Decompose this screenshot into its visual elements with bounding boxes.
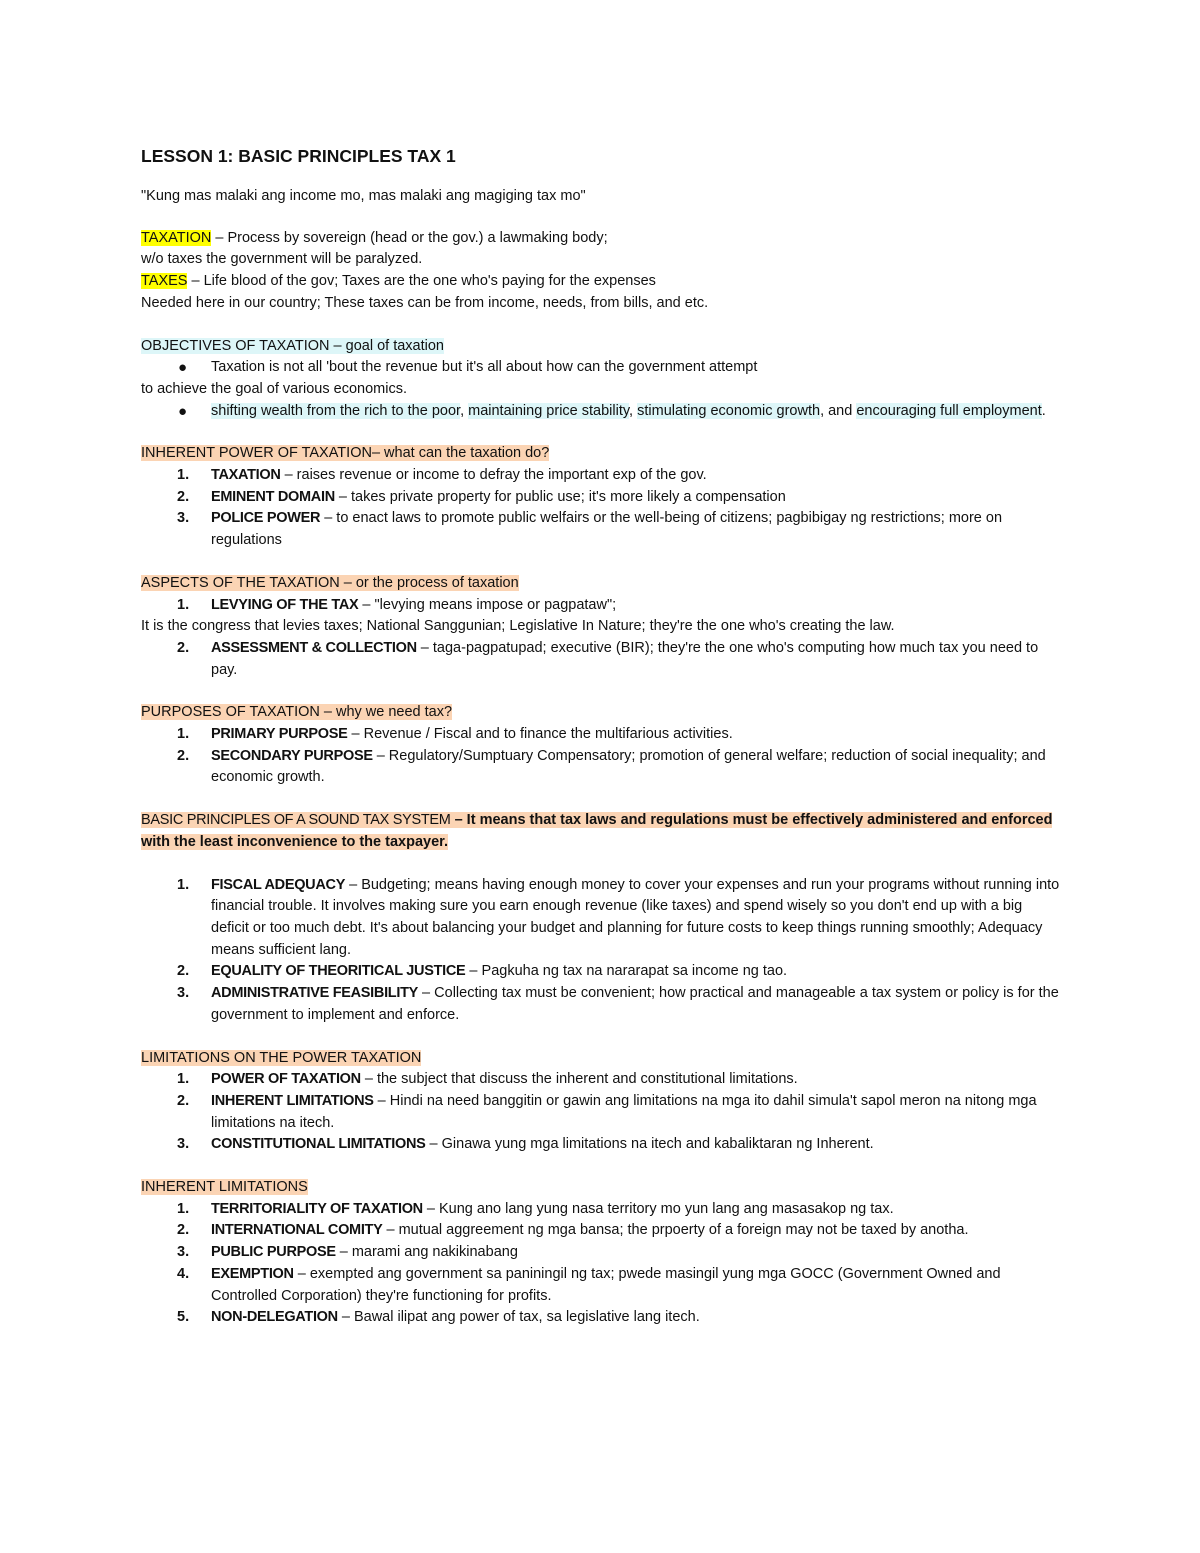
taxes-def-text: – Life blood of the gov; Taxes are the one who's paying for the expenses [187, 273, 656, 290]
list-item [141, 724, 1061, 746]
item-text: – the subject that discuss the inherent and constitutional limitations. [360, 1071, 798, 1088]
item-number: 2. [177, 1222, 190, 1239]
separator: , [629, 402, 638, 419]
limitations-heading [141, 1048, 1061, 1070]
item-text: – Regulatory/Sumptuary Compensatory; promotion of general welfare; reduction of social inequality; and economic growth. [211, 747, 1046, 786]
principles-heading-term: BASIC PRINCIPLES OF A SOUND TAX SYSTEM [141, 812, 451, 829]
list-item [141, 1199, 1061, 1221]
limitations-list [141, 1069, 1061, 1156]
principles-list [141, 875, 1061, 1027]
item-term: POWER OF TAXATION [211, 1071, 361, 1088]
item-term: EQUALITY OF THEORITICAL JUSTICE [211, 963, 466, 980]
item-text: – taga-pagpatupad; executive (BIR); they're the one who's computing how much tax you need to pay. [211, 639, 1039, 678]
purposes-heading [141, 702, 1061, 724]
list-item [141, 1220, 1061, 1242]
aspects-continuation: It is the congress that levies taxes; National Sanggunian; Legislative In Nature; they're the one who's creating the law. [141, 618, 895, 635]
item-text: – to enact laws to promote public welfairs or the well-being of citizens; pagbibigay ng restrictions; more on regulations [211, 510, 1003, 549]
list-item [141, 401, 1061, 423]
item-term: PUBLIC PURPOSE [211, 1244, 336, 1261]
item-number: 1. [177, 1071, 190, 1088]
inherent-limitations-heading-text: INHERENT LIMITATIONS [141, 1179, 308, 1196]
taxation-def-text: – Process by sovereign (head or the gov.) a lawmaking body; [211, 229, 608, 246]
objective-phrase: stimulating economic growth [637, 402, 821, 419]
item-text: – Collecting tax must be convenient; how practical and manageable a tax system or policy is for the government to implement and enforce. [211, 985, 1059, 1023]
item-term: ADMINISTRATIVE FEASIBILITY [211, 985, 419, 1002]
item-text: – exempted ang government sa paniningil ng tax; pwede masingil yung mga GOCC (Government Owned and Controlled Corporation) they're functioning for profits. [211, 1265, 1001, 1304]
objectives-heading-text: OBJECTIVES OF TAXATION – goal of taxation [141, 337, 444, 354]
item-text: – raises revenue or income to defray the important exp of the gov. [280, 467, 707, 484]
list-item [141, 1242, 1061, 1264]
item-text: – Revenue / Fiscal and to finance the multifarious activities. [347, 726, 733, 743]
item-number: 3. [177, 985, 190, 1002]
item-term: LEVYING OF THE TAX [211, 596, 359, 613]
item-text: – "levying means impose or pagpataw"; [358, 596, 617, 613]
item-text: – Ginawa yung mga limitations na itech and kabaliktaran ng Inherent. [425, 1136, 874, 1153]
item-term: CONSTITUTIONAL LIMITATIONS [211, 1136, 426, 1153]
item-number: 5. [177, 1309, 190, 1326]
principles-heading-text: – It means that tax laws and regulations must be effectively administered and enforced with the least inconvenience to the taxpayer. [141, 812, 1053, 850]
item-term: INTERNATIONAL COMITY [211, 1222, 383, 1239]
item-term: ASSESSMENT & COLLECTION [211, 639, 417, 656]
taxes-definition [141, 271, 1061, 293]
objective-continuation: to achieve the goal of various economics. [141, 380, 407, 397]
item-number: 1. [177, 876, 190, 893]
item-number: 1. [177, 726, 190, 743]
objective-phrase: shifting wealth from the rich to the poor [211, 402, 461, 419]
item-text: – mutual aggreement ng mga bansa; the prpoerty of a foreign may not be taxed by anotha. [382, 1222, 969, 1239]
item-number: 1. [177, 596, 190, 613]
item-text: – Hindi na need banggitin or gawin ang limitations na mga ito dahil simula't sapol meron na nitong mga limitations na itech. [211, 1092, 1037, 1131]
list-item [141, 487, 1061, 509]
list-item [141, 1091, 1061, 1134]
list-item [141, 595, 1061, 617]
inherent-limitations-heading [141, 1177, 1061, 1199]
objective-text: Taxation is not all 'bout the revenue but it's all about how can the government attempt [211, 359, 758, 376]
item-term: EXEMPTION [211, 1265, 294, 1282]
taxation-line2: w/o taxes the government will be paralyzed. [141, 251, 423, 268]
list-item [141, 508, 1061, 551]
purposes-heading-text: PURPOSES OF TAXATION – why we need tax? [141, 704, 453, 721]
list-item [141, 465, 1061, 487]
taxation-term: TAXATION [141, 229, 212, 246]
aspects-heading-text: ASPECTS OF THE TAXATION – or the process of taxation [141, 574, 519, 591]
list-item [141, 1069, 1061, 1091]
list-item [141, 357, 1061, 379]
taxes-line2: Needed here in our country; These taxes can be from income, needs, from bills, and etc. [141, 294, 709, 311]
separator: , [460, 402, 469, 419]
item-term: INHERENT LIMITATIONS [211, 1092, 374, 1109]
item-term: FISCAL ADEQUACY [211, 876, 346, 893]
taxation-definition [141, 228, 1061, 250]
item-term: TERRITORIALITY OF TAXATION [211, 1200, 423, 1217]
list-item [141, 638, 1061, 681]
item-term: TAXATION [211, 467, 281, 484]
aspects-list-2 [141, 638, 1061, 681]
item-text: – Budgeting; means having enough money to cover your expenses and run your programs without running into financial trouble. It involves making sure you earn enough revenue (like taxes) and spend wisely so you don't end up with a big deficit or too much debt. It's about balancing your budget and planning for future costs to keep things running smoothly; Adequacy means sufficient lang. [211, 876, 1060, 958]
list-item [141, 961, 1061, 983]
item-number: 2. [177, 747, 190, 764]
document-title: LESSON 1: BASIC PRINCIPLES TAX 1 [141, 146, 456, 166]
separator: . [1041, 402, 1046, 419]
aspects-heading [141, 573, 1061, 595]
item-text: – Bawal ilipat ang power of tax, sa legislative lang itech. [337, 1309, 700, 1326]
list-item [141, 746, 1061, 789]
objective-phrase: encouraging full employment [856, 402, 1042, 419]
aspects-list [141, 595, 1061, 617]
bullet-icon: ● [178, 402, 188, 420]
item-number: 2. [177, 639, 190, 656]
item-number: 3. [177, 1244, 190, 1261]
item-term: POLICE POWER [211, 510, 321, 527]
item-term: SECONDARY PURPOSE [211, 747, 373, 764]
item-text: – Pagkuha ng tax na nararapat sa income ng tao. [465, 963, 788, 980]
list-item [141, 1307, 1061, 1329]
item-text: – Kung ano lang yung nasa territory mo yun lang ang masasakop ng tax. [422, 1200, 894, 1217]
item-term: EMINENT DOMAIN [211, 488, 335, 505]
objectives-heading [141, 336, 1061, 358]
inherent-power-heading [141, 443, 1061, 465]
item-number: 3. [177, 510, 190, 527]
item-number: 2. [177, 488, 190, 505]
item-term: NON-DELEGATION [211, 1309, 338, 1326]
item-number: 4. [177, 1265, 190, 1282]
item-number: 2. [177, 1092, 190, 1109]
list-item [141, 1264, 1061, 1307]
principles-heading [141, 810, 1061, 853]
item-term: PRIMARY PURPOSE [211, 726, 348, 743]
objectives-list [141, 357, 1061, 379]
limitations-heading-text: LIMITATIONS ON THE POWER TAXATION [141, 1049, 422, 1066]
quote: "Kung mas malaki ang income mo, mas malaki ang magiging tax mo" [141, 188, 586, 204]
separator: , and [820, 402, 857, 419]
inherent-limitations-list [141, 1199, 1061, 1329]
objectives-list-2 [141, 401, 1061, 423]
document-content [141, 144, 1061, 1329]
inherent-power-heading-text: INHERENT POWER OF TAXATION– what can the taxation do? [141, 445, 550, 462]
item-text: – takes private property for public use; it's more likely a compensation [334, 488, 786, 505]
bullet-icon: ● [178, 359, 188, 377]
list-item [141, 983, 1061, 1026]
purposes-list [141, 724, 1061, 789]
taxes-term: TAXES [141, 273, 188, 290]
item-number: 1. [177, 467, 190, 484]
item-number: 3. [177, 1136, 190, 1153]
list-item [141, 1134, 1061, 1156]
inherent-power-list [141, 465, 1061, 552]
list-item [141, 875, 1061, 962]
item-text: – marami ang nakikinabang [335, 1244, 518, 1261]
objective-phrase: maintaining price stability [468, 402, 630, 419]
item-number: 1. [177, 1200, 190, 1217]
item-number: 2. [177, 963, 190, 980]
